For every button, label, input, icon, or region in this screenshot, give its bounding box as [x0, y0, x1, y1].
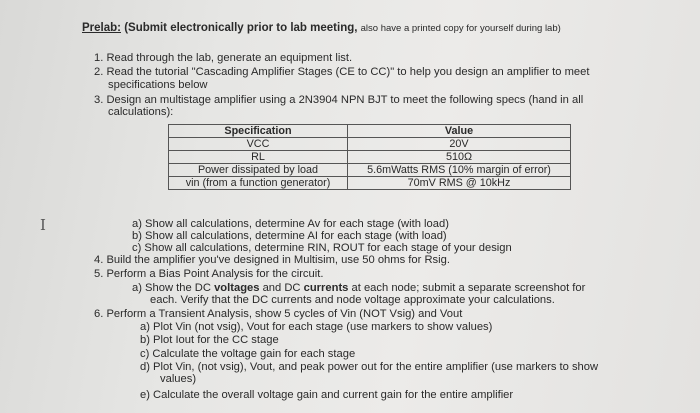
step-6d: d) Plot Vin, (not vsig), Vout, and peak power out for the entire amplifier (use markers to show: [140, 361, 599, 373]
table-cell-value: 510Ω: [348, 151, 571, 164]
table-row: [169, 138, 571, 151]
step-6c: c) Calculate the voltage gain for each stage: [140, 348, 356, 360]
step-3b: b) Show all calculations, determine AI for each stage (with load): [132, 230, 447, 242]
prelab-heading: [82, 22, 561, 34]
step-6b: b) Plot Iout for the CC stage: [140, 334, 279, 346]
step-5a-text-end: at each node; submit a separate screenshot for: [348, 282, 586, 294]
table-cell-value: 5.6mWatts RMS (10% margin of error): [348, 164, 571, 177]
step-5a-continued: each. Verify that the DC currents and node voltage approximate your calculations.: [150, 294, 555, 306]
step-3a: a) Show all calculations, determine Av for each stage (with load): [132, 218, 449, 230]
step-6a: a) Plot Vin (not vsig), Vout for each stage (use markers to show values): [140, 321, 493, 333]
step-3c: c) Show all calculations, determine RIN, ROUT for each stage of your design: [132, 242, 512, 254]
table-header-row: [169, 125, 571, 138]
step-5a-text-middle: and DC: [259, 282, 304, 294]
prelab-label: Prelab:: [82, 22, 121, 34]
step-4: 4. Build the amplifier you've designed in Multisim, use 50 ohms for Rsig.: [94, 254, 450, 266]
table-header-spec: Specification: [169, 125, 348, 138]
table-cell-value: 70mV RMS @ 10kHz: [348, 177, 571, 190]
step-1: 1. Read through the lab, generate an equipment list.: [94, 52, 353, 64]
table-cell-value: 20V: [348, 138, 571, 151]
step-2-continued: specifications below: [108, 79, 208, 91]
table-cell-spec: vin (from a function generator): [169, 177, 348, 190]
table-cell-spec: Power dissipated by load: [169, 164, 348, 177]
step-3: 3. Design an multistage amplifier using a 2N3904 NPN BJT to meet the following specs (hand in all: [94, 94, 584, 106]
table-cell-spec: RL: [169, 151, 348, 164]
table-header-value: Value: [348, 125, 571, 138]
step-6d-continued: values): [160, 373, 197, 385]
step-5a-currents: currents: [303, 282, 349, 294]
step-5: 5. Perform a Bias Point Analysis for the circuit.: [94, 268, 324, 280]
table-row: [169, 151, 571, 164]
spec-table: [168, 124, 571, 190]
prelab-note: also have a printed copy for yourself during lab): [360, 23, 561, 34]
prelab-instruction: (Submit electronically prior to lab meeting,: [124, 22, 358, 34]
text-cursor-mark: I: [40, 216, 46, 234]
table-row: [169, 164, 571, 177]
step-3-continued: calculations):: [108, 106, 174, 118]
step-5a-text-start: a) Show the DC: [132, 282, 215, 294]
step-6: 6. Perform a Transient Analysis, show 5 cycles of Vin (NOT Vsig) and Vout: [94, 308, 463, 320]
step-6e: e) Calculate the overall voltage gain and current gain for the entire amplifier: [140, 389, 514, 401]
table-cell-spec: VCC: [169, 138, 348, 151]
step-2: 2. Read the tutorial "Cascading Amplifier Stages (CE to CC)" to help you design an amplifier to meet: [94, 66, 590, 78]
step-5a-voltages: voltages: [214, 282, 260, 294]
step-5a: [132, 282, 585, 294]
table-row: [169, 177, 571, 190]
